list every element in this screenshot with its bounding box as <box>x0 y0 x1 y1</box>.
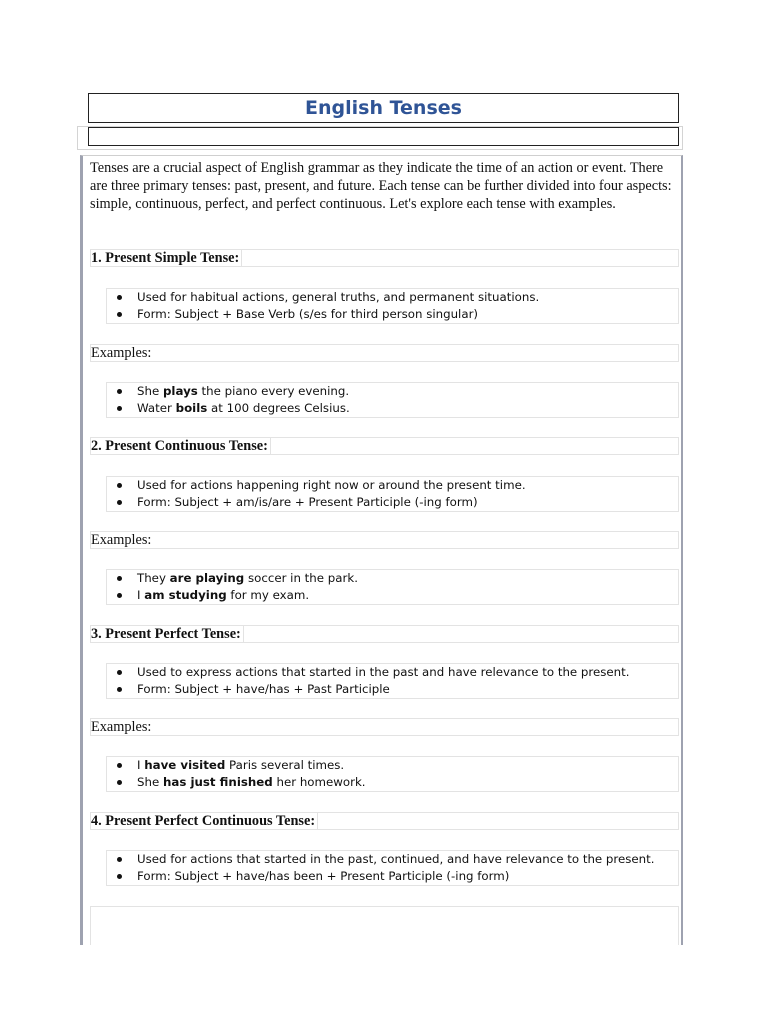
empty-content-box[interactable] <box>90 906 679 945</box>
list-item: Form: Subject + am/is/are + Present Participle (-ing form) <box>107 494 678 511</box>
empty-text-box[interactable] <box>88 127 679 146</box>
list-item: Used for actions happening right now or around the present time. <box>107 477 678 494</box>
list-item: I am studying for my exam. <box>107 587 678 604</box>
list-item: Used for actions that started in the past, continued, and have relevance to the present. <box>107 851 678 868</box>
list-item: They are playing soccer in the park. <box>107 570 678 587</box>
example-list <box>106 569 679 605</box>
list-item: Form: Subject + have/has + Past Participle <box>107 681 678 698</box>
intro-paragraph: Tenses are a crucial aspect of English grammar as they indicate the time of an action or event. There are three primary tenses: past, present, and future. Each tense can be further divided into four aspects: simple, continuous, perfect, and perfect continuous. Let's explore each tense with examples. <box>90 160 672 212</box>
bullet-icon <box>117 312 122 317</box>
document-body <box>80 155 683 945</box>
rule-list <box>106 850 679 886</box>
list-item: Used for habitual actions, general truths, and permanent situations. <box>107 289 678 306</box>
bullet-icon <box>117 406 122 411</box>
section-heading: 4. Present Perfect Continuous Tense: <box>90 812 679 830</box>
list-item: Water boils at 100 degrees Celsius. <box>107 400 678 417</box>
bullet-icon <box>117 687 122 692</box>
bullet-icon <box>117 576 122 581</box>
list-item: Form: Subject + have/has been + Present Participle (-ing form) <box>107 868 678 885</box>
document-title: English Tenses <box>305 97 462 119</box>
section-heading: 3. Present Perfect Tense: <box>90 625 679 643</box>
examples-label: Examples: <box>90 344 679 362</box>
bullet-icon <box>117 483 122 488</box>
bullet-icon <box>117 763 122 768</box>
list-item: She has just finished her homework. <box>107 774 678 791</box>
bullet-icon <box>117 593 122 598</box>
example-list <box>106 756 679 792</box>
example-list <box>106 382 679 418</box>
rule-list <box>106 663 679 699</box>
section-heading: 2. Present Continuous Tense: <box>90 437 679 455</box>
examples-label: Examples: <box>90 531 679 549</box>
list-item: She plays the piano every evening. <box>107 383 678 400</box>
examples-label: Examples: <box>90 718 679 736</box>
bullet-icon <box>117 874 122 879</box>
rule-list <box>106 288 679 324</box>
list-item: Used to express actions that started in the past and have relevance to the present. <box>107 664 678 681</box>
bullet-icon <box>117 500 122 505</box>
bullet-icon <box>117 670 122 675</box>
bullet-icon <box>117 857 122 862</box>
section-heading: 1. Present Simple Tense: <box>90 249 679 267</box>
rule-list <box>106 476 679 512</box>
list-item: Form: Subject + Base Verb (s/es for third person singular) <box>107 306 678 323</box>
bullet-icon <box>117 389 122 394</box>
list-item: I have visited Paris several times. <box>107 757 678 774</box>
title-box <box>88 93 679 123</box>
bullet-icon <box>117 295 122 300</box>
bullet-icon <box>117 780 122 785</box>
